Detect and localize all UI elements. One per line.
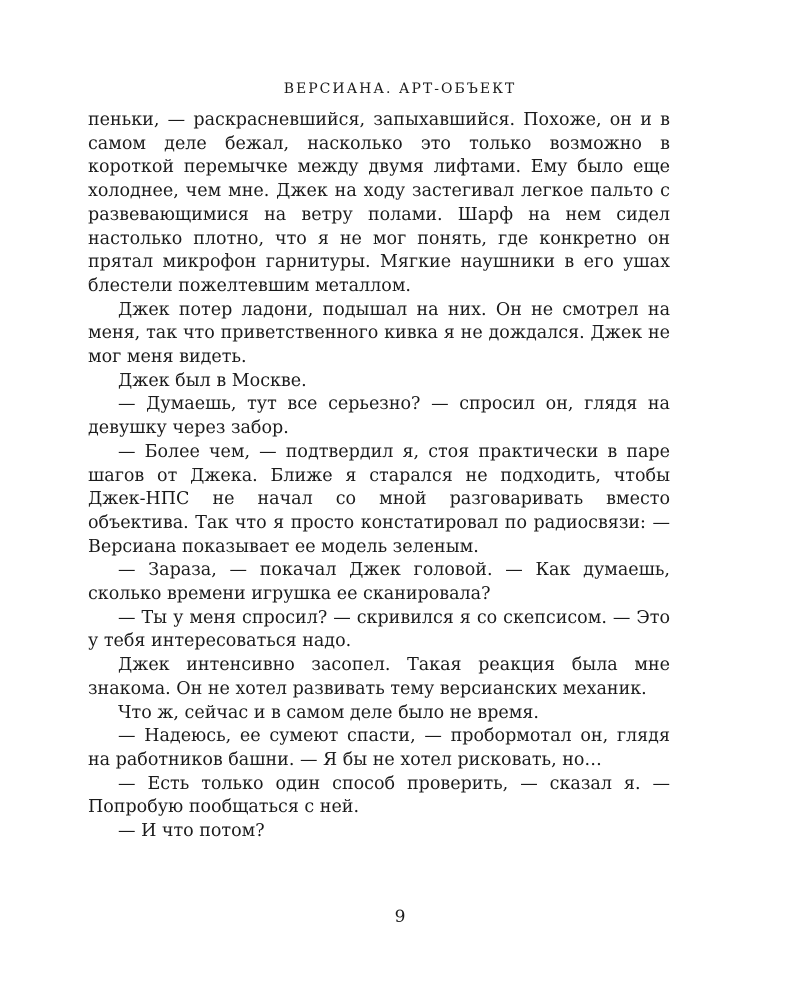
paragraph: Джек интенсивно засопел. Такая реакция была мне знакома. Он не хотел развивать тему версианских механик. xyxy=(88,655,670,699)
paragraph: — Ты у меня спросил? — скривился я со скепсисом. — Это у тебя интересоваться надо. xyxy=(88,607,670,652)
paragraph: — Более чем, — подтвердил я, стоя практически в паре шагов от Джека. Ближе я старался не подходить, чтобы Джек-НПС не начал со мной разговаривать вместо объектива. Так что я просто констатировал по радиосвязи: — Версиана показывает ее модель зеленым. xyxy=(88,441,670,557)
running-head: ВЕРСИАНА. АРТ-ОБЪЕКТ xyxy=(283,81,517,97)
paragraph: — Думаешь, тут все серьезно? — спросил он, глядя на девушку через забор. xyxy=(88,394,670,439)
paragraph: — Есть только один способ проверить, — сказал я. — Попробую пообщаться с ней. xyxy=(88,773,670,818)
paragraph: Джек был в Москве. xyxy=(118,370,307,391)
paragraph: — Надеюсь, ее сумеют спасти, — пробормотал он, глядя на работников башни. — Я бы не хотел рисковать, но… xyxy=(88,726,670,770)
page-number: 9 xyxy=(394,907,406,927)
paragraph: Что ж, сейчас и в самом деле было не время. xyxy=(118,702,539,723)
paragraph: пеньки, — раскрасневшийся, запыхавшийся. Похоже, он и в самом деле бежал, насколько это только возможно в короткой перемычке между двумя лифтами. Ему было еще холоднее, чем мне. Джек на ходу застегивал легкое пальто с развевающимися на ветру полами. Шарф на нем сидел настолько плотно, что я не мог понять, где конкретно он прятал микрофон гарнитуры. Мягкие наушники в его ушах блестели пожелтевшим металлом. xyxy=(88,110,670,296)
paragraph: — И что потом? xyxy=(118,821,265,842)
paragraph: — Зараза, — покачал Джек головой. — Как думаешь, сколько времени игрушка ее сканировала? xyxy=(88,560,670,605)
paragraph: Джек потер ладони, подышал на них. Он не смотрел на меня, так что приветственного кивка я не дождался. Джек не мог меня видеть. xyxy=(88,299,670,368)
body-text xyxy=(88,109,670,844)
